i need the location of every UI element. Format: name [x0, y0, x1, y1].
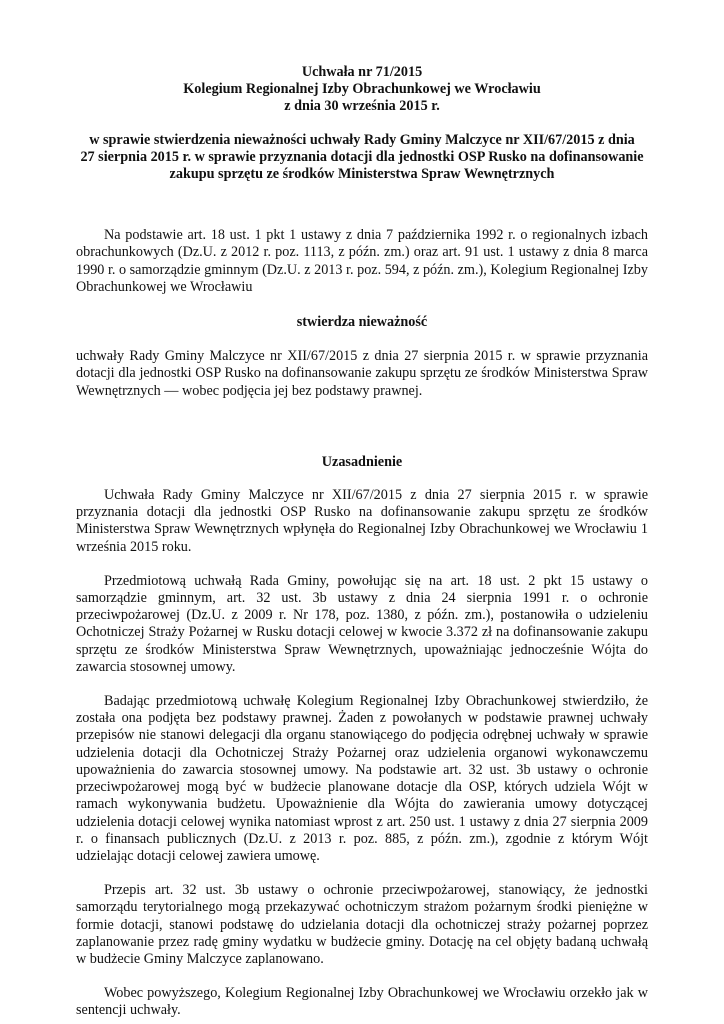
- justification-paragraph-2: Przedmiotową uchwałą Rada Gminy, powołując się na art. 18 ust. 2 pkt 15 ustawy o samorządzie gminnym, art. 32 ust. 3b ustawy z dnia 24 sierpnia 1991 r. o ochronie przeciwpożarowej (Dz.U. z 2009 r. Nr 178, poz. 1380, z późn. zm.), postanowiła o udzieleniu Ochotniczej Straży Pożarnej w Rusku dotacji celowej w kwocie 3.372 zł na dofinansowanie zakupu sprzętu ze środków Ministerstwa Spraw Wewnętrznych, upoważniając jednocześnie Wójta do zawarcia stosownej umowy.: [76, 572, 648, 675]
- resolution-header: [76, 64, 648, 116]
- preamble-paragraph: Na podstawie art. 18 ust. 1 pkt 1 ustawy z dnia 7 października 1992 r. o regionalnych izbach obrachunkowych (Dz.U. z 2012 r. poz. 1113, z późn. zm.) oraz art. 91 ust. 1 ustawy z dnia 8 marca 1990 r. o samorządzie gminnym (Dz.U. z 2013 r. poz. 594, z późn. zm.), Kolegium Regionalnej Izby Obrachunkowej we Wrocławiu: [76, 227, 648, 295]
- resolution-paragraph: uchwały Rady Gminy Malczyce nr XII/67/2015 z dnia 27 sierpnia 2015 r. w sprawie przyznania dotacji dla jednostki OSP Rusko na dofinansowanie zakupu sprzętu ze środków Ministerstwa Spraw Wewnętrznych — wobec podjęcia jej bez podstawy prawnej.: [76, 348, 648, 399]
- subject-line-3: zakupu sprzętu ze środków Ministerstwa Spraw Wewnętrznych: [169, 166, 555, 183]
- subject-line-2: 27 sierpnia 2015 r. w sprawie przyznania dotacji dla jednostki OSP Rusko na dofinansowanie: [80, 148, 644, 165]
- resolution-number: Uchwała nr 71/2015: [301, 64, 423, 80]
- resolution-date: z dnia 30 września 2015 r.: [284, 98, 440, 115]
- justification-paragraph-1: Uchwała Rady Gminy Malczyce nr XII/67/2015 z dnia 27 sierpnia 2015 r. w sprawie przyznania dotacji dla jednostki OSP Rusko na dofinansowanie zakupu sprzętu ze środków Ministerstwa Spraw Wewnętrznych wpłynęła do Regionalnej Izby Obrachunkowej we Wrocławiu 1 września 2015 roku.: [76, 487, 648, 555]
- resolution-subject: [76, 132, 648, 184]
- justification-heading: Uzasadnienie: [321, 453, 403, 470]
- issuing-body: Kolegium Regionalnej Izby Obrachunkowej we Wrocławiu: [183, 81, 541, 98]
- justification-paragraph-4: Przepis art. 32 ust. 3b ustawy o ochronie przeciwpożarowej, stanowiący, że jednostki samorządu terytorialnego mogą przekazywać ochotniczym strażom pożarnym środki pieniężne w formie dotacji, stanowi podstawę do udzielania dotacji dla ochotniczej straży pożarnej poprzez zaplanowanie przez radę gminy wydatku w budżecie gminy. Dotację na cel objęty badaną uchwałą w budżecie Gminy Malczyce zaplanowano.: [76, 882, 648, 967]
- justification-paragraph-3: Badając przedmiotową uchwałę Kolegium Regionalnej Izby Obrachunkowej stwierdziło, że została ona podjęta bez podstawy prawnej. Żaden z powołanych w podstawie prawnej uchwały przepisów nie stanowi delegacji dla organu stanowiącego do podjęcia odrębnej uchwały w sprawie udzielenia dotacji dla Ochotniczej Straży Pożarnej oraz udzielenia organowi wykonawczemu upoważnienia do zawarcia stosownej umowy. Na podstawie art. 32 ust. 3b ustawy o ochronie przeciwpożarowej mogą być w budżecie planowane dotacje dla OSP, których udziela Wójt w ramach wykonywania budżetu. Upoważnienie dla Wójta do zawierania umowy dotyczącej udzielenia dotacji celowej wynika natomiast wprost z art. 250 ust. 1 ustawy z dnia 27 sierpnia 2009 r. o finansach publicznych (Dz.U. z 2013 r. poz. 885, z późn. zm.), zgodnie z którym Wójt udzielając dotacji celowej zawiera umowę.: [76, 693, 648, 864]
- verdict-heading: stwierdza nieważność: [296, 314, 428, 331]
- subject-line-1: w sprawie stwierdzenia nieważności uchwały Rady Gminy Malczyce nr XII/67/2015 z dnia: [89, 131, 635, 148]
- document-page: [76, 64, 648, 1020]
- justification-paragraph-5: Wobec powyższego, Kolegium Regionalnej Izby Obrachunkowej we Wrocławiu orzekło jak w sentencji uchwały.: [76, 985, 648, 1019]
